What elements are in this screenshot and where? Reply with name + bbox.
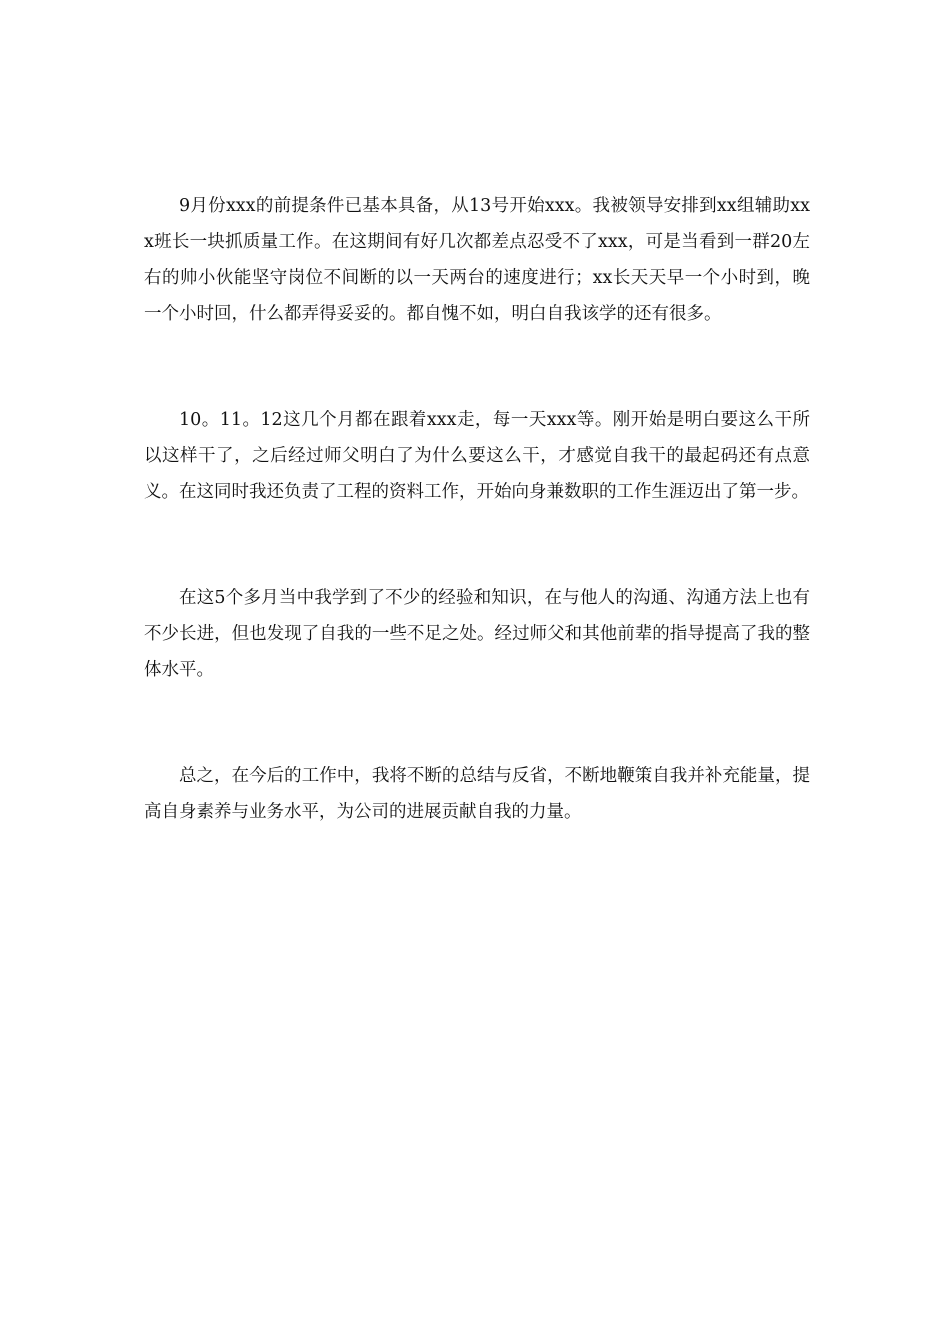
paragraph-spacer	[144, 510, 810, 580]
paragraph-spacer	[144, 688, 810, 758]
paragraph-spacer	[144, 332, 810, 402]
document-body	[144, 188, 810, 830]
paragraph-3: 在这5个多月当中我学到了不少的经验和知识，在与他人的沟通、沟通方法上也有不少长进，但也发现了自我的一些不足之处。经过师父和其他前辈的指导提高了我的整体水平。	[144, 588, 810, 680]
paragraph-2: 10。11。12这几个月都在跟着xxx走，每一天xxx等。刚开始是明白要这么干所以这样干了，之后经过师父明白了为什么要这么干，才感觉自我干的最起码还有点意义。在这同时我还负责了工程的资料工作，开始向身兼数职的工作生涯迈出了第一步。	[144, 410, 810, 502]
paragraph-4: 总之，在今后的工作中，我将不断的总结与反省，不断地鞭策自我并补充能量，提高自身素养与业务水平，为公司的进展贡献自我的力量。	[144, 766, 810, 822]
paragraph-1: 9月份xxx的前提条件已基本具备，从13号开始xxx。我被领导安排到xx组辅助xxx班长一块抓质量工作。在这期间有好几次都差点忍受不了xxx，可是当看到一群20左右的帅小伙能坚守岗位不间断的以一天两台的速度进行；xx长天天早一个小时到，晚一个小时回，什么都弄得妥妥的。都自愧不如，明白自我该学的还有很多。	[144, 196, 810, 324]
